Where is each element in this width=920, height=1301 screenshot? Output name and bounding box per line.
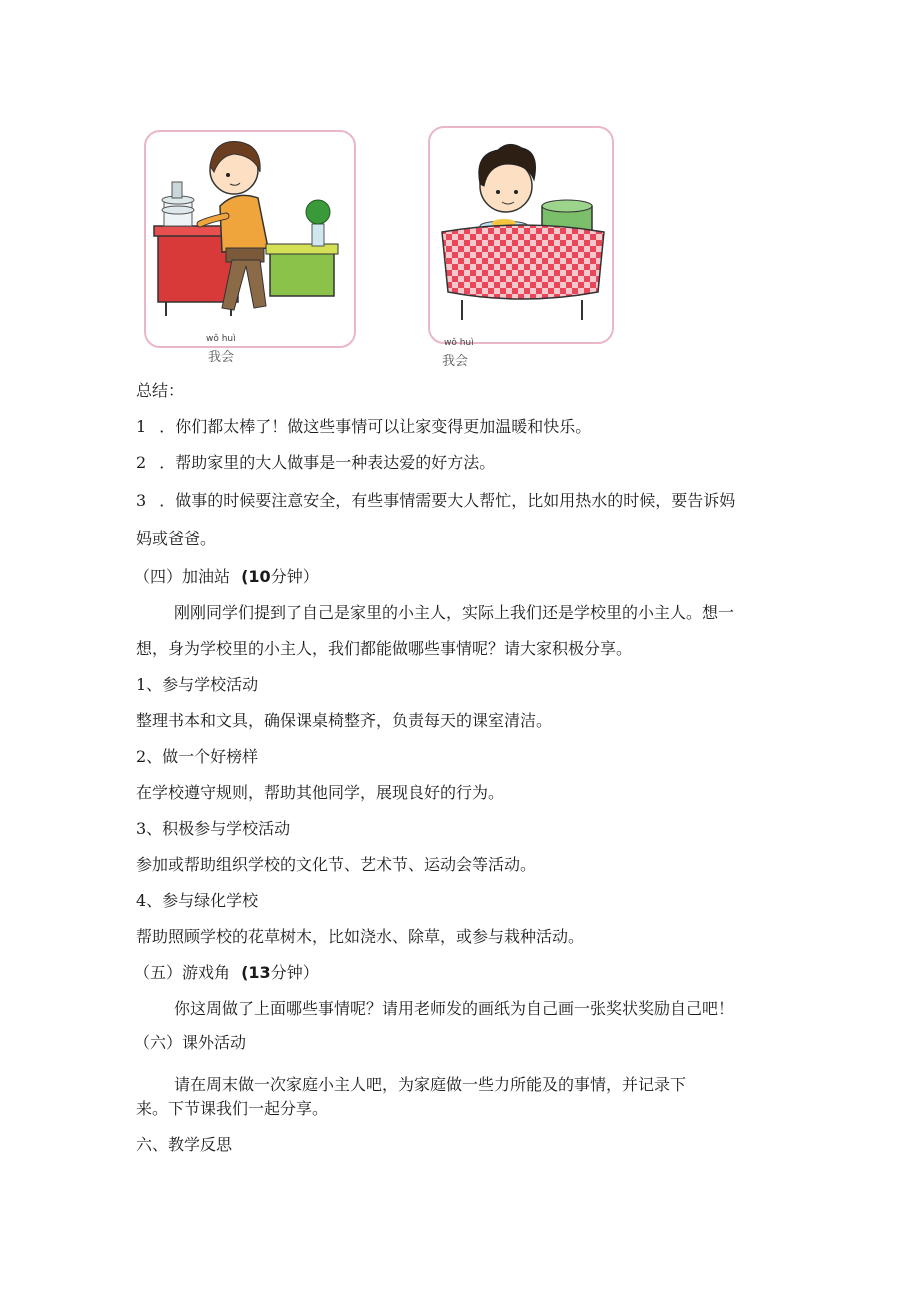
section-duration-number: (10 — [241, 567, 271, 586]
section5-text: 你这周做了上面哪些事情呢？请用老师发的画纸为自己画一张奖状奖励自己吧！ — [174, 999, 735, 1018]
summary-item-2 — [136, 452, 495, 474]
section4-intro-line1: 刚刚同学们提到了自己是家里的小主人，实际上我们还是学校里的小主人。想一 — [174, 603, 735, 622]
illustration-washing-dishes — [136, 120, 366, 365]
section4-item-title: 3、积极参与学校活动 — [136, 819, 291, 838]
summary-title: 总结： — [136, 381, 185, 400]
section6-text-line2: 来。下节课我们一起分享。 — [136, 1099, 329, 1118]
section4-item-title: 4、参与绿化学校 — [136, 891, 259, 910]
card-pinyin: wǒ huì — [206, 334, 236, 344]
item-number: 2 — [136, 453, 147, 472]
section5-heading — [134, 962, 319, 984]
item-number: 1 — [136, 417, 147, 436]
item-text: ．帮助家里的大人做事是一种表达爱的好方法。 — [159, 453, 496, 472]
illustration-setting-table — [422, 114, 622, 369]
section4-item-text: 在学校遵守规则，帮助其他同学，展现良好的行为。 — [136, 783, 505, 802]
card-pinyin: wǒ huì — [444, 338, 474, 348]
section4-item-text: 整理书本和文具，确保课桌椅整齐，负责每天的课室清洁。 — [136, 711, 553, 730]
item-text: ．做事的时候要注意安全，有些事情需要大人帮忙，比如用热水的时候，要告诉妈 — [159, 491, 736, 510]
section4-intro-line2: 想，身为学校里的小主人，我们都能做哪些事情呢？请大家积极分享。 — [136, 639, 633, 658]
teaching-reflection-heading: 六、教学反思 — [136, 1135, 233, 1154]
summary-item-3 — [136, 490, 735, 512]
section4-heading — [134, 566, 319, 588]
section-title: （四）加油站 — [134, 567, 231, 586]
section6-text-line1: 请在周末做一次家庭小主人吧，为家庭做一些力所能及的事情，并记录下 — [174, 1075, 687, 1094]
item-number: 3 — [136, 491, 147, 510]
washing-dishes-drawing — [136, 120, 366, 365]
section-title: （五）游戏角 — [134, 963, 231, 982]
summary-item-3-continued: 妈或爸爸。 — [136, 529, 217, 548]
section4-item-title: 1、参与学校活动 — [136, 675, 259, 694]
summary-item-1 — [136, 416, 591, 438]
section6-heading: （六）课外活动 — [134, 1033, 247, 1052]
card-caption: 我会 — [208, 350, 235, 365]
section-duration-number: (13 — [241, 963, 271, 982]
section4-item-title: 2、做一个好榜样 — [136, 747, 259, 766]
card-caption: 我会 — [442, 354, 469, 369]
section-duration-unit: 分钟） — [270, 567, 319, 586]
item-text: ．你们都太棒了！做这些事情可以让家变得更加温暖和快乐。 — [159, 417, 592, 436]
section4-item-text: 参加或帮助组织学校的文化节、艺术节、运动会等活动。 — [136, 855, 537, 874]
section-duration-unit: 分钟） — [270, 963, 319, 982]
section4-item-text: 帮助照顾学校的花草树木，比如浇水、除草，或参与栽种活动。 — [136, 927, 585, 946]
